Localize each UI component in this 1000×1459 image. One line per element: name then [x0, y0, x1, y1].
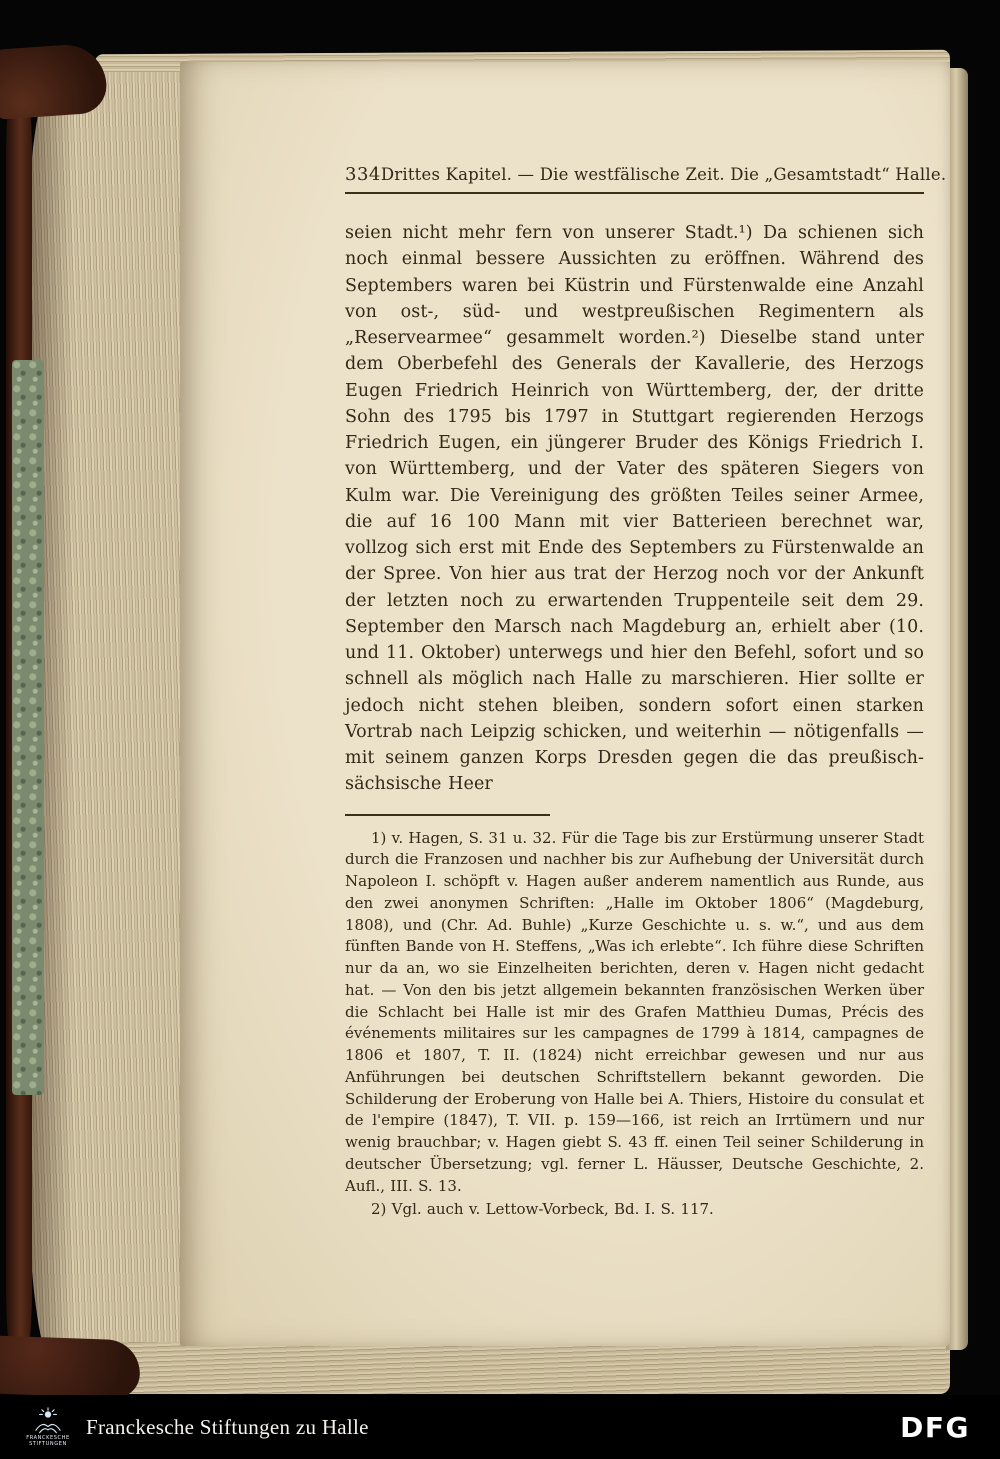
body-text: seien nicht mehr fern von unserer Stadt.¹) Da schienen sich noch einmal bessere Aussichten zu eröffnen. Während des Septembers waren bei Küstrin und Fürstenwalde eine Anzahl von ost-, süd- und westpreußischen Regimentern als „Reservearmee“ gesammelt worden.²) Dieselbe stand unter dem Oberbefehl des Generals der Kavallerie, des Herzogs Eugen Friedrich Heinrich von Württemberg, der, der dritte Sohn des 1795 bis 1797 in Stuttgart regierenden Herzogs Friedrich Eugen, ein jüngerer Bruder des Königs Friedrich I. von Württemberg, und der Vater des späteren Siegers von Kulm war. Die Vereinigung des größten Teiles seiner Armee, die auf 16 100 Mann mit vier Batterieen berechnet war, vollzog sich erst mit Ende des Septembers zu Fürstenwalde an der Spree. Von hier aus trat der Herzog noch vor der Ankunft der letzten noch zu erwartenden Truppenteile seit dem 29. September den Marsch nach Magdeburg an, erhielt aber (10. und 11. Oktober) unterwegs und hier den Befehl, sofort und so schnell als möglich nach Halle zu marschieren. Hier sollte er jedoch nicht stehen bleiben, sondern sofort einen starken Vortrab nach Leipzig schicken, und weiterhin — nötigenfalls — mit seinem ganzen Korps Dresden gegen die das preußisch-sächsische Heer	[345, 223, 924, 795]
running-header	[345, 164, 947, 185]
dfg-logo: DFG	[900, 1410, 970, 1444]
page-edges-bottom	[78, 1342, 950, 1394]
footer-bar	[0, 1395, 1000, 1459]
header-rule	[345, 192, 924, 194]
logo-caption-line-2: STIFTUNGEN	[29, 1440, 67, 1447]
footnote-2: 2) Vgl. auch v. Lettow-Vorbeck, Bd. I. S. 117.	[371, 1200, 714, 1219]
logo-caption-line-1: FRANCKESCHE	[26, 1434, 70, 1441]
scanned-page	[180, 62, 950, 1346]
page-number: 334	[345, 164, 381, 185]
marbled-cover	[12, 360, 44, 1095]
chapter-running-title: Drittes Kapitel. — Die westfälische Zeit. Die „Gesamtstadt“ Halle.	[380, 165, 947, 184]
page-edges-left	[28, 72, 180, 1382]
institution-name: Franckesche Stiftungen zu Halle	[86, 1414, 369, 1439]
franckesche-stiftungen-logo-icon	[24, 1407, 72, 1448]
logo-caption	[26, 1436, 69, 1448]
leather-corner-top	[0, 42, 108, 120]
leather-corner-bottom	[0, 1335, 141, 1398]
sun-eagle-emblem-icon	[33, 1407, 63, 1435]
footnote-separator	[345, 814, 550, 816]
footnote-1: 1) v. Hagen, S. 31 u. 32. Für die Tage bis zur Erstürmung unserer Stadt durch die Franzosen und nachher bis zur Aufhebung der Universität durch Napoleon I. schöpft v. Hagen außer anderem namentlich aus Runde, aus den zwei anonymen Schriften: „Halle im Oktober 1806“ (Magdeburg, 1808), und (Chr. Ad. Buhle) „Kurze Geschichte u. s. w.“, und aus dem fünften Bande von H. Steffens, „Was ich erlebte“. Ich führe diese Schriften nur da an, wo sie Einzelheiten berichten, deren v. Hagen nicht gedacht hat. — Von den bis jetzt allgemein bekannten französischen Werken über die Schlacht bei Halle ist mir des Grafen Matthieu Dumas, Précis des événements militaires sur les campagnes de 1799 à 1814, campagnes de 1806 et 1807, T. II. (1824) nicht erreichbar gewesen und nur aus Anführungen bei deutschen Schriftstellern bekannt geworden. Die Schilderung der Eroberung von Halle bei A. Thiers, Histoire du consulat et de l'empire (1847), T. VII. p. 159—166, ist reich an Irrtümern und nur wenig brauchbar; v. Hagen giebt S. 43 ff. einen Teil seiner Schilderung in deutscher Übersetzung; vgl. ferner L. Häusser, Deutsche Geschichte, 2. Aufl., III. S. 13.	[345, 828, 924, 1195]
